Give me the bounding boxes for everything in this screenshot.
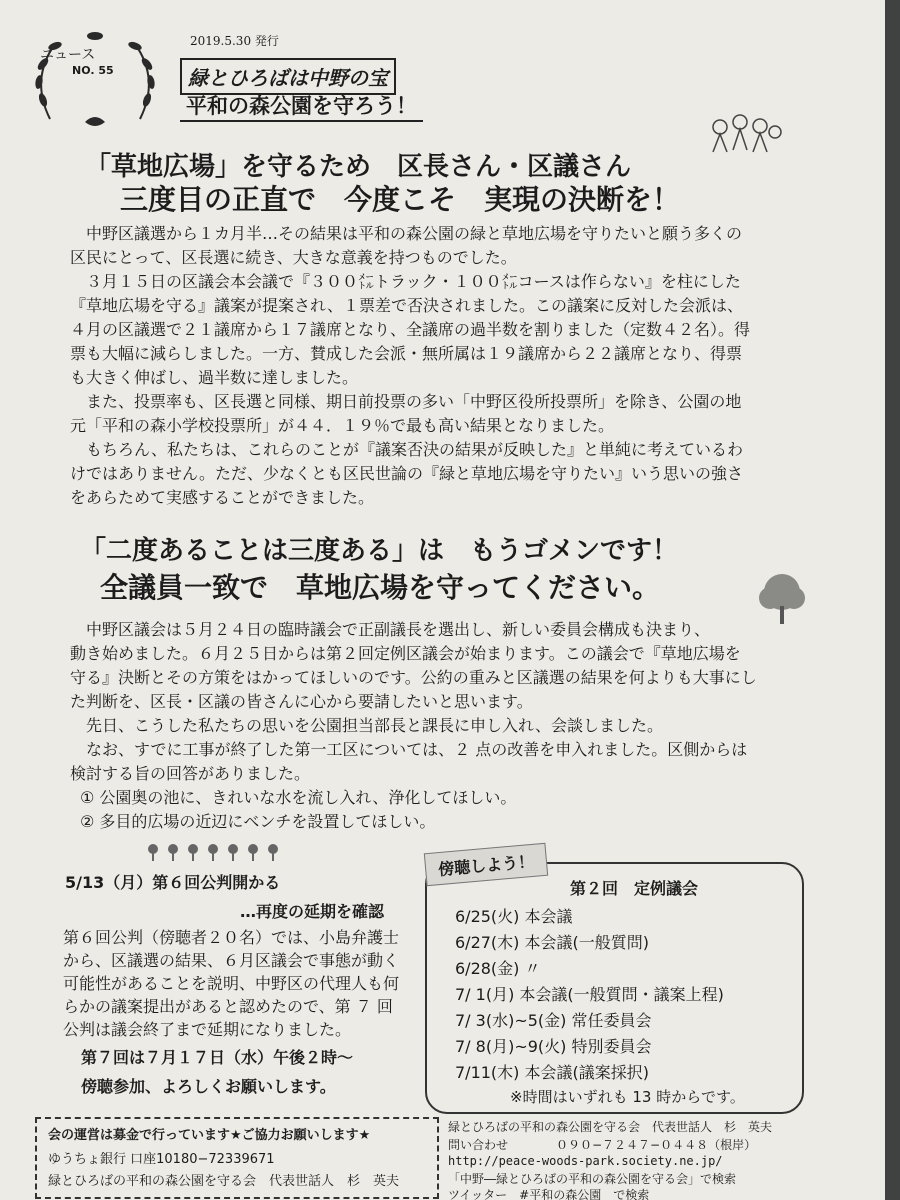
background-edge [885,0,900,1200]
article2-line: 中野区議会は５月２４日の臨時議会で正副議長を選出し、新しい委員会構成も決まり、 [86,620,711,639]
trial-call-to-action: 傍聴参加、よろしくお願いします。 [81,1077,336,1096]
trial-subtitle: …再度の延期を確認 [240,902,385,921]
request-item-2: ② 多目的広場の近辺にベンチを設置してほしい。 [80,812,436,831]
news-label: ニュース [40,47,96,63]
article1-line: ３月１５日の区議会本会議で『３００㍍トラック・１００㍍コースは作らない』を柱にした [86,272,741,291]
schedule-row: 6/28(金) 〃 [455,959,541,978]
headline2-line2: 全議員一致で 草地広場を守ってください。 [100,571,661,604]
schedule-row: 7/ 8(月)~9(火) 特別委員会 [455,1037,652,1056]
article2-line: 先日、こうした私たちの思いを公園担当部長と課長に申し入れ、会談しました。 [86,716,663,735]
contact-org: 緑とひろばの平和の森公園を守る会 代表世話人 杉 英夫 [448,1120,773,1134]
schedule-row: 7/11(木) 本会議(議案採択) [455,1063,649,1082]
article2-body [70,618,830,834]
trial-line: 公判は議会終了まで延期になりました。 [63,1020,352,1039]
article2-line: た判断を、区長・区議の皆さんに心から要請したいと思います。 [70,692,533,711]
organization-name: 緑とひろばの平和の森公園を守る会 代表世話人 杉 英夫 [48,1174,400,1189]
tagline-main: 平和の森公園を守ろう！ [180,90,423,122]
article2-line: なお、すでに工事が終了した第一工区については、２ 点の改善を申入れました。区側からは [86,740,748,759]
article2-line: 動き始めました。６月２５日からは第２回定例区議会が始まります。この議会で『草地広場を [70,644,741,663]
trial-line: から、区議選の結果、６月区議会で事態が動く [63,951,400,970]
request-item-1: ① 公園奥の池に、きれいな水を流し入れ、浄化してほしい。 [80,788,517,807]
article1-line: 元「平和の森小学校投票所」が４４．１９％で最も高い結果となりました。 [70,416,615,435]
search-hint: 「中野―緑とひろばの平和の森公園を守る会」で検索 [448,1172,737,1186]
trial-line: 第６回公判（傍聴者２０名）では、小島弁護士 [63,928,400,947]
issue-date: 2019.5.30 発行 [190,34,279,48]
article2-line: 検討する旨の回答がありました。 [70,764,311,783]
schedule-row: 6/25(火) 本会議 [455,907,573,926]
tagline-box: 緑とひろばは中野の宝 [180,58,396,95]
schedule-note: ※時間はいずれも 13 時からです。 [510,1088,745,1106]
children-illustration-icon [705,112,785,157]
article1-line: また、投票率も、区長選と同様、期日前投票の多い「中野区役所投票所」を除き、公園の地 [86,392,742,411]
trial-line: らかの議案提出があると認めたので、第 ７ 回 [63,997,393,1016]
article1-line: 区民にとって、区長選に続き、大きな意義を持つものでした。 [70,248,517,267]
article1-line: も大きく伸ばし、過半数に達しました。 [70,368,359,387]
donation-appeal: 会の運営は募金で行っています★ご協力お願いします★ [48,1128,371,1143]
article1-line: けではありません。ただ、少なくとも区民世論の『緑と草地広場を守りたい』いう思いの強さ [70,464,743,483]
trial-line: 可能性があることを説明、中野区の代理人も何 [63,974,400,993]
small-trees-decoration-icon [145,842,285,862]
article2-line: 守る』決断とその方策をはかってほしいのです。公約の重みと区議選の結果を何よりも大事にし [70,668,757,687]
schedule-tag: 傍聴しよう！ [424,843,548,887]
article1-line: ４月の区議選で２１議席から１７議席となり、全議席の過半数を割りました（定数４２名）。得 [70,320,751,339]
trial-next-date: 第７回は７月１７日（水）午後２時～ [81,1048,354,1067]
article1-line: 中野区議選から１カ月半…その結果は平和の森公園の緑と草地広場を守りたいと願う多くの [86,224,743,243]
trial-report [55,870,405,1097]
website-link[interactable]: http://peace-woods-park.society.ne.jp/ [448,1154,723,1168]
headline2-line1: 「二度あることは三度ある」は もうゴメンです！ [80,536,679,566]
article1-line: をあらためて実感することができました。 [70,488,375,507]
twitter-hint: ツイッター #平和の森公園 で検索 [448,1188,650,1200]
schedule-title: 第２回 定例議会 [570,879,699,898]
bank-account: ゆうちょ銀行 口座10180−72339671 [48,1152,275,1167]
schedule-row: 7/ 1(月) 本会議(一般質問・議案上程) [455,985,724,1004]
trial-body [55,926,405,1041]
headline1-line2: 三度目の正直で 今度こそ 実現の決断を！ [120,183,681,216]
article1-line: 『草地広場を守る』議案が提案され、１票差で否決されました。この議案に反対した会派は、 [70,296,743,315]
headline1-line1: 「草地広場」を守るため 区長さん・区議さん [85,152,632,182]
contact-phone: 問い合わせ ０９０−７２４７−０４４８（根岸） [448,1138,757,1152]
news-number: NO. 55 [72,64,114,77]
article1-line: もちろん、私たちは、これらのことが『議案否決の結果が反映した』と単純に考えているわ [86,440,743,459]
schedule-row: 6/27(木) 本会議(一般質問) [455,933,649,952]
schedule-row: 7/ 3(水)~5(金) 常任委員会 [455,1011,652,1030]
article1-line: 票も大幅に減らしました。一方、賛成した会派・無所属は１９議席から２２議席となり、得票 [70,344,743,363]
trial-title: 5/13（月）第６回公判開かる [65,873,281,892]
wreath-logo-icon [25,24,165,134]
article1-body [70,222,830,510]
